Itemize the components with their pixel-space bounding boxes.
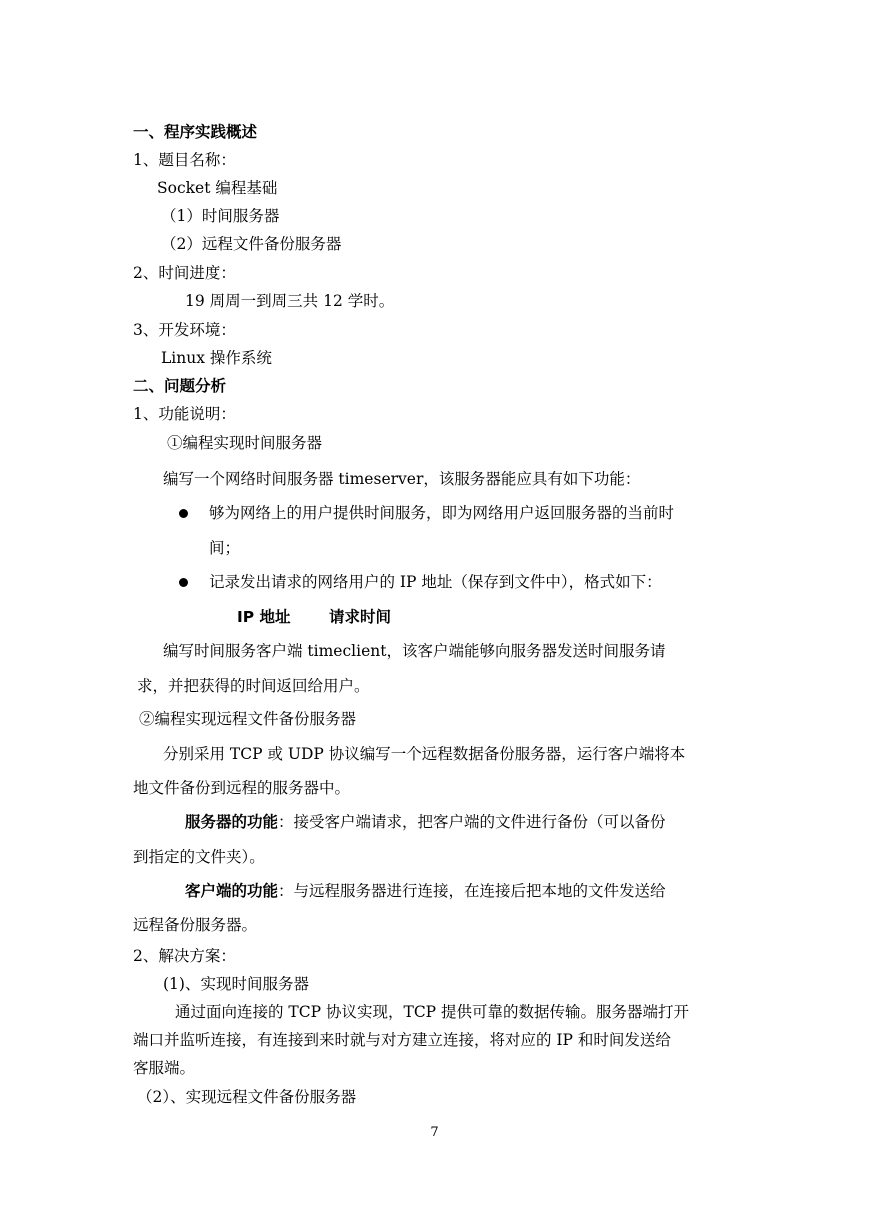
client-function-text: ：与远程服务器进行连接，在连接后把本地的文件发送给 <box>278 882 666 900</box>
item-env-label: 3、开发环境： <box>133 321 236 339</box>
client-function-label: 客户端的功能 <box>185 882 279 900</box>
server-function-line2: 到指定的文件夹）。 <box>133 848 265 866</box>
section2-heading: 二、问题分析 <box>133 377 227 395</box>
section1-heading: 一、程序实践概述 <box>133 123 258 141</box>
function1-title: ①编程实现时间服务器 <box>167 434 323 452</box>
client-function-line2: 远程备份服务器。 <box>133 916 258 934</box>
item-title-label: 1、题目名称： <box>133 151 236 169</box>
solution2-title: （2）、实现远程文件备份服务器 <box>137 1088 357 1106</box>
function2-line2: 地文件备份到远程的服务器中。 <box>133 779 351 797</box>
server-function-line1 <box>185 812 666 832</box>
client-desc-line2: 求，并把获得的时间返回给用户。 <box>137 677 370 695</box>
schedule-text: 19 周周一到周三共 12 学时。 <box>185 292 395 310</box>
bullet1-line2: 间； <box>209 539 241 557</box>
env-text: Linux 操作系统 <box>161 349 272 367</box>
client-function-line1 <box>185 881 666 901</box>
bullet-dot-1 <box>179 509 188 518</box>
function2-title: ②编程实现远程文件备份服务器 <box>139 710 357 728</box>
function1-intro: 编写一个网络时间服务器 timeserver，该服务器能应具有如下功能： <box>163 470 641 488</box>
solution1-title: (1)、实现时间服务器 <box>163 975 309 993</box>
bullet2-text: 记录发出请求的网络用户的 IP 地址（保存到文件中），格式如下： <box>209 573 662 591</box>
format-time-label: 请求时间 <box>329 608 392 626</box>
server-function-text: ：接受客户端请求，把客户端的文件进行备份（可以备份 <box>278 813 666 831</box>
server-function-label: 服务器的功能 <box>185 813 279 831</box>
client-desc-line1: 编写时间服务客户端 timeclient，该客户端能够向服务器发送时间服务请 <box>163 642 666 660</box>
page-number: 7 <box>430 1125 439 1140</box>
item-schedule-label: 2、时间进度： <box>133 264 236 282</box>
solution1-line3: 客服端。 <box>133 1059 196 1077</box>
topic-text: Socket 编程基础 <box>157 179 278 197</box>
bullet-dot-2 <box>179 578 188 587</box>
solution1-line2: 端口并监听连接，有连接到来时就与对方建立连接，将对应的 IP 和时间发送给 <box>133 1031 671 1049</box>
subtopic-2: （2）远程文件备份服务器 <box>161 235 342 253</box>
function2-line1: 分别采用 TCP 或 UDP 协议编写一个远程数据备份服务器，运行客户端将本 <box>163 745 686 763</box>
item-function-label: 1、功能说明： <box>133 405 236 423</box>
format-ip-label: IP 地址 <box>237 608 291 626</box>
bullet1-line1: 够为网络上的用户提供时间服务，即为网络用户返回服务器的当前时 <box>209 504 675 522</box>
subtopic-1: （1）时间服务器 <box>161 207 280 225</box>
item-solution-label: 2、解决方案： <box>133 947 236 965</box>
solution1-line1: 通过面向连接的 TCP 协议实现，TCP 提供可靠的数据传输。服务器端打开 <box>175 1003 690 1021</box>
